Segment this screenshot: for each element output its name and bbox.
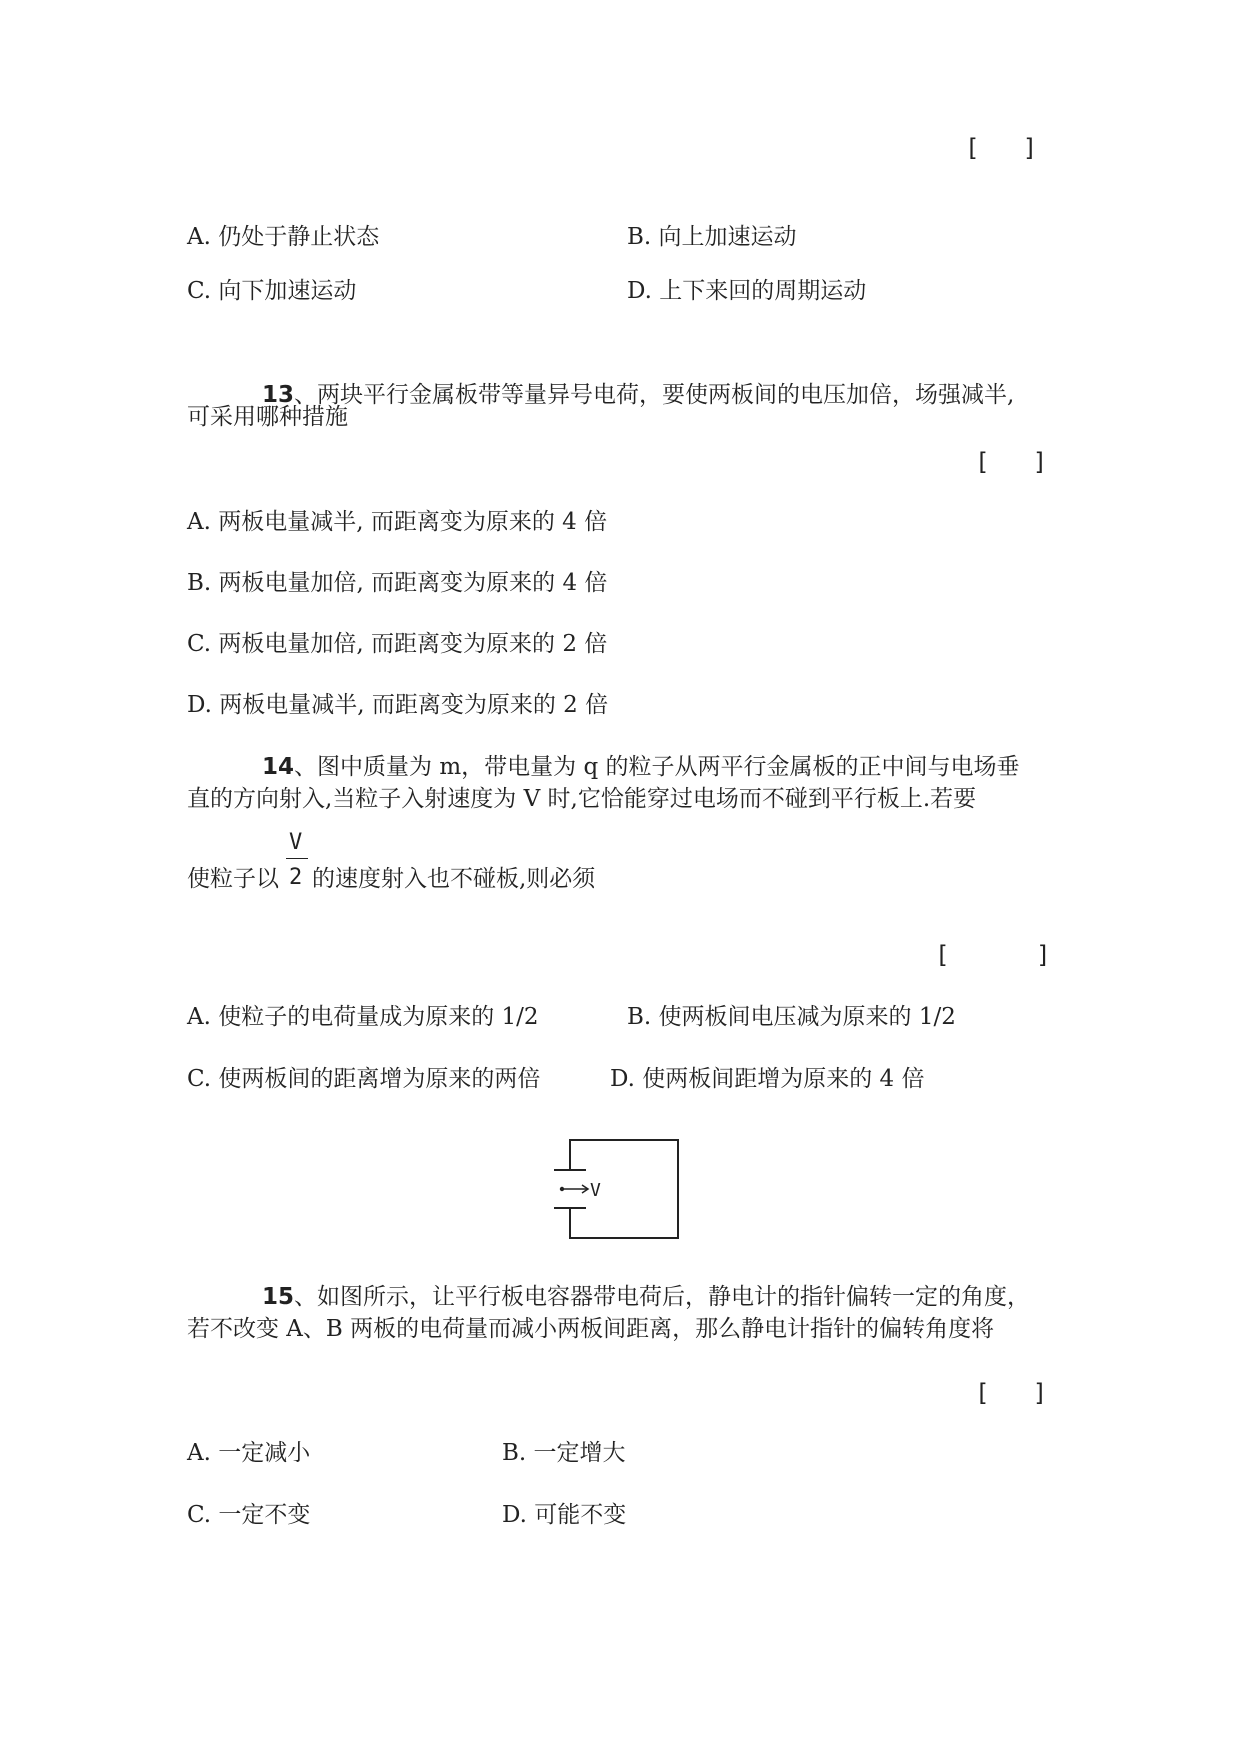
q14-stem-line3-post: 的速度射入也不碰板,则必须 bbox=[312, 866, 596, 892]
particle-dot bbox=[560, 1187, 564, 1191]
q13-option-d: D. 两板电量减半, 而距离变为原来的 2 倍 bbox=[187, 692, 609, 718]
q14-option-d: D. 使两板间距增为原来的 4 倍 bbox=[610, 1066, 925, 1092]
q15-answer-bracket: [ ] bbox=[975, 1379, 1048, 1407]
q13-stem-line1 bbox=[262, 380, 1014, 410]
q15-stem-line1 bbox=[262, 1282, 1030, 1312]
q14-option-c: C. 使两板间的距离增为原来的两倍 bbox=[187, 1066, 541, 1092]
q14-option-a: A. 使粒子的电荷量成为原来的 1/2 bbox=[187, 1004, 539, 1030]
q15-option-b: B. 一定增大 bbox=[502, 1440, 626, 1466]
velocity-label: V bbox=[590, 1180, 601, 1201]
q12-option-a: A. 仍处于静止状态 bbox=[187, 224, 380, 250]
q14-option-b: B. 使两板间电压减为原来的 1/2 bbox=[627, 1004, 956, 1030]
q12-option-b: B. 向上加速运动 bbox=[627, 224, 797, 250]
q15-number: 15 bbox=[262, 1284, 295, 1310]
q15-option-a: A. 一定减小 bbox=[187, 1440, 311, 1466]
q13-option-a: A. 两板电量减半, 而距离变为原来的 4 倍 bbox=[187, 509, 608, 535]
q12-answer-bracket: [ ] bbox=[965, 134, 1038, 162]
q14-fraction-numerator: V bbox=[289, 830, 303, 855]
q14-fraction-denominator: 2 bbox=[289, 865, 303, 890]
q15-stem-line2: 若不改变 A、B 两板的电荷量而减小两板间距离，那么静电计指针的偏转角度将 bbox=[187, 1316, 995, 1342]
q14-stem-line1 bbox=[262, 752, 1019, 782]
q13-stem-line2: 可采用哪种措施 bbox=[187, 404, 348, 430]
q14-answer-bracket: [ ] bbox=[935, 941, 1051, 969]
q14-number: 14 bbox=[262, 754, 295, 780]
q14-stem-line2: 直的方向射入,当粒子入射速度为 V 时,它恰能穿过电场而不碰到平行板上.若要 bbox=[187, 786, 977, 812]
q12-option-c: C. 向下加速运动 bbox=[187, 278, 357, 304]
q13-option-c: C. 两板电量加倍, 而距离变为原来的 2 倍 bbox=[187, 631, 608, 657]
q14-stem-text: 、图中质量为 m，带电量为 q 的粒子从两平行金属板的正中间与电场垂 bbox=[294, 754, 1020, 780]
q15-option-d: D. 可能不变 bbox=[502, 1502, 627, 1528]
q13-option-b: B. 两板电量加倍, 而距离变为原来的 4 倍 bbox=[187, 570, 608, 596]
q14-plates-figure bbox=[548, 1130, 684, 1240]
q15-option-c: C. 一定不变 bbox=[187, 1502, 311, 1528]
q14-fraction-bar bbox=[286, 858, 308, 859]
q13-answer-bracket: [ ] bbox=[975, 448, 1048, 476]
q13-stem-text: 、两块平行金属板带等量异号电荷，要使两板间的电压加倍，场强减半, bbox=[294, 382, 1015, 408]
q15-stem-text: 、如图所示，让平行板电容器带电荷后，静电计的指针偏转一定的角度， bbox=[294, 1284, 1031, 1310]
q13-number: 13 bbox=[262, 382, 295, 408]
q14-stem-line3-pre: 使粒子以 bbox=[187, 866, 279, 892]
q12-option-d: D. 上下来回的周期运动 bbox=[627, 278, 867, 304]
